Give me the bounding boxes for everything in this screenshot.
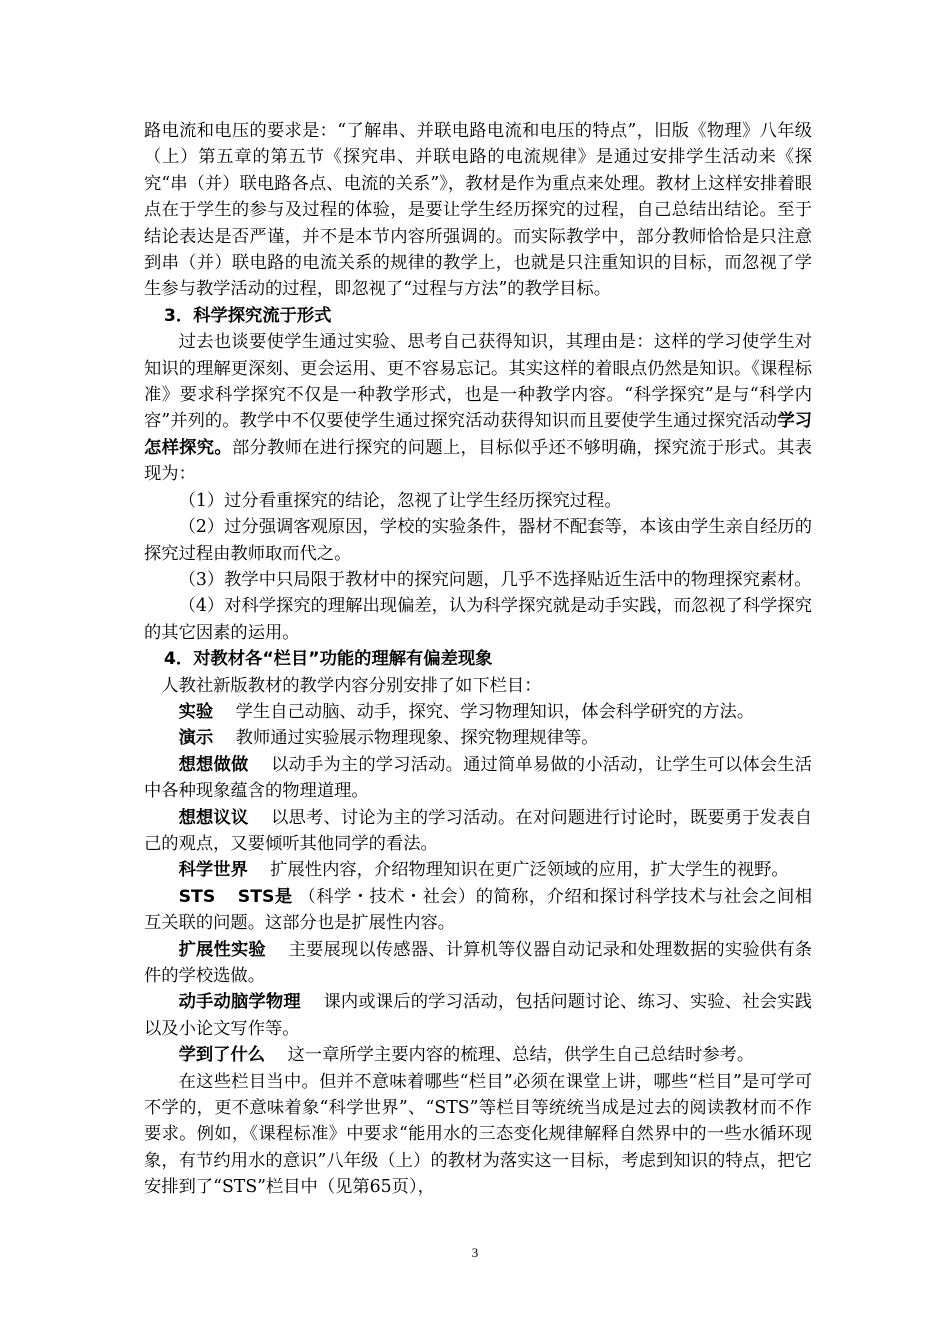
page-number: 3: [471, 1245, 479, 1260]
column-item-extended-experiment: [144, 937, 812, 990]
paragraph-columns-intro: 人教社新版教材的教学内容分别安排了如下栏目：: [161, 675, 542, 696]
column-term: 想想议议: [178, 807, 249, 828]
column-item-think-do: [144, 752, 812, 805]
paragraph-inquiry-text-b: 部分教师在进行探究的问题上，目标似乎还不够明确，探究流于形式。其表现为：: [144, 437, 812, 485]
paragraph-1: 路电流和电压的要求是：“了解串、并联电路电流和电压的特点”，旧版《物理》八年级（上）第五章的第五节《探究串、并联电路的电流规律》是通过安排学生活动来《探究“串（并）联电路各点、电流的关系”》，教材是作为重点来处理。教材上这样安排着眼点在于学生的参与及过程的体验，是要让学生经历探究的过程，自己总结出结论。至于结论表达是否严谨，并不是本节内容所强调的。而实际教学中，部分教师恰恰是只注意到串（并）联电路的电流关系的规律的教学上，也就是只注重知识的目标，而忽视了学生参与教学活动的过程，即忽视了“过程与方法”的教学目标。: [144, 121, 812, 300]
column-item-sts: [144, 884, 812, 937]
paragraph-final: 在这些栏目当中。但并不意味着哪些“栏目”必须在课堂上讲，哪些“栏目”是可学可不学的，更不意味着象“科学世界”、“STS”等栏目等统统当成是过去的阅读教材而不作要求。例如，《课程标准》中要求“能用水的三态变化规律解释自然界中的一些水循环现象，有节约用水的意识”八年级（上）的教材为落实这一目标，考虑到知识的特点，把它安排到了“STS”栏目中（见第65页），: [144, 1071, 812, 1198]
column-term: 实验: [178, 701, 214, 722]
column-item-demo: [144, 725, 812, 751]
column-item-what-learned: [144, 1042, 812, 1068]
column-description: 课内或课后的学习活动，包括问题讨论、练习、实验、社会实践以及小论文写作等。: [144, 992, 812, 1039]
column-item-science-world: [144, 857, 812, 883]
column-item-think-discuss: [144, 805, 812, 858]
column-description: 这一章所学主要内容的梳理、总结，供学生自己总结时参考。: [287, 1045, 755, 1066]
column-item-hands-on: [144, 989, 812, 1042]
document-body: [144, 118, 812, 1201]
column-term: 想想做做: [178, 754, 249, 775]
column-description: 学生自己动脑、动手，探究、学习物理知识，体会科学研究的方法。: [235, 701, 755, 722]
list-item-1: （1）过分看重探究的结论，忽视了让学生经历探究过程。: [178, 490, 622, 511]
section-heading-4: 4．对教材各“栏目”功能的理解有偏差现象: [163, 649, 493, 670]
paragraph-inquiry-text-a: 过去也谈要使学生通过实验、思考自己获得知识，其理由是：这样的学习使学生对知识的理解更深刻、更会运用、更不容易忘记。其实这样的着眼点仍然是知识。《课程标准》要求科学探究不仅是一种教学形式，也是一种教学内容。“科学探究”是与“科学内容”并列的。教学中不仅要使学生通过探究活动获得知识而且要使学生通过探究活动: [144, 332, 812, 432]
list-item-3: （3）教学中只局限于教材中的探究问题，几乎不选择贴近生活中的物理探究素材。: [178, 569, 812, 590]
column-term: STS: [178, 886, 216, 907]
column-term: 动手动脑学物理: [178, 992, 301, 1013]
column-description: 扩展性内容，介绍物理知识在更广泛领域的应用，扩大学生的视野。: [270, 860, 789, 881]
paragraph-inquiry: [144, 329, 812, 487]
column-description: 主要展现以传感器、计算机等仪器自动记录和处理数据的实验供有条件的学校选做。: [144, 939, 812, 986]
column-term: 扩展性实验: [178, 939, 266, 960]
column-description: 以动手为主的学习活动。通过简单易做的小活动，让学生可以体会生活中各种现象蕴含的物理道理。: [144, 754, 812, 802]
column-description: （科学・技术・社会）的简称，介绍和探讨科学技术与社会之间相互关联的问题。这部分也是扩展性内容。: [144, 886, 812, 934]
paragraph-inquiry-bold: 学习怎样探究。: [144, 411, 812, 458]
column-term: 学到了什么: [178, 1045, 266, 1066]
column-description: 以思考、讨论为主的学习活动。在对问题进行讨论时，既要勇于发表自己的观点，又要倾听其他同学的看法。: [144, 807, 812, 854]
column-description: 教师通过实验展示物理现象、探究物理规律等。: [235, 728, 599, 749]
list-item-4: （4）对科学探究的理解出现偏差，认为科学探究就是动手实践，而忽视了科学探究的其它因素的运用。: [144, 596, 812, 643]
list-item-2: （2）过分强调客观原因，学校的实验条件，器材不配套等，本该由学生亲自经历的探究过程由教师取而代之。: [144, 517, 812, 564]
column-term-secondary: STS是: [237, 886, 293, 907]
section-heading-3: 3．科学探究流于形式: [163, 305, 332, 326]
column-term: 演示: [178, 728, 214, 749]
column-item-experiment: [144, 699, 812, 725]
column-term: 科学世界: [178, 860, 248, 881]
